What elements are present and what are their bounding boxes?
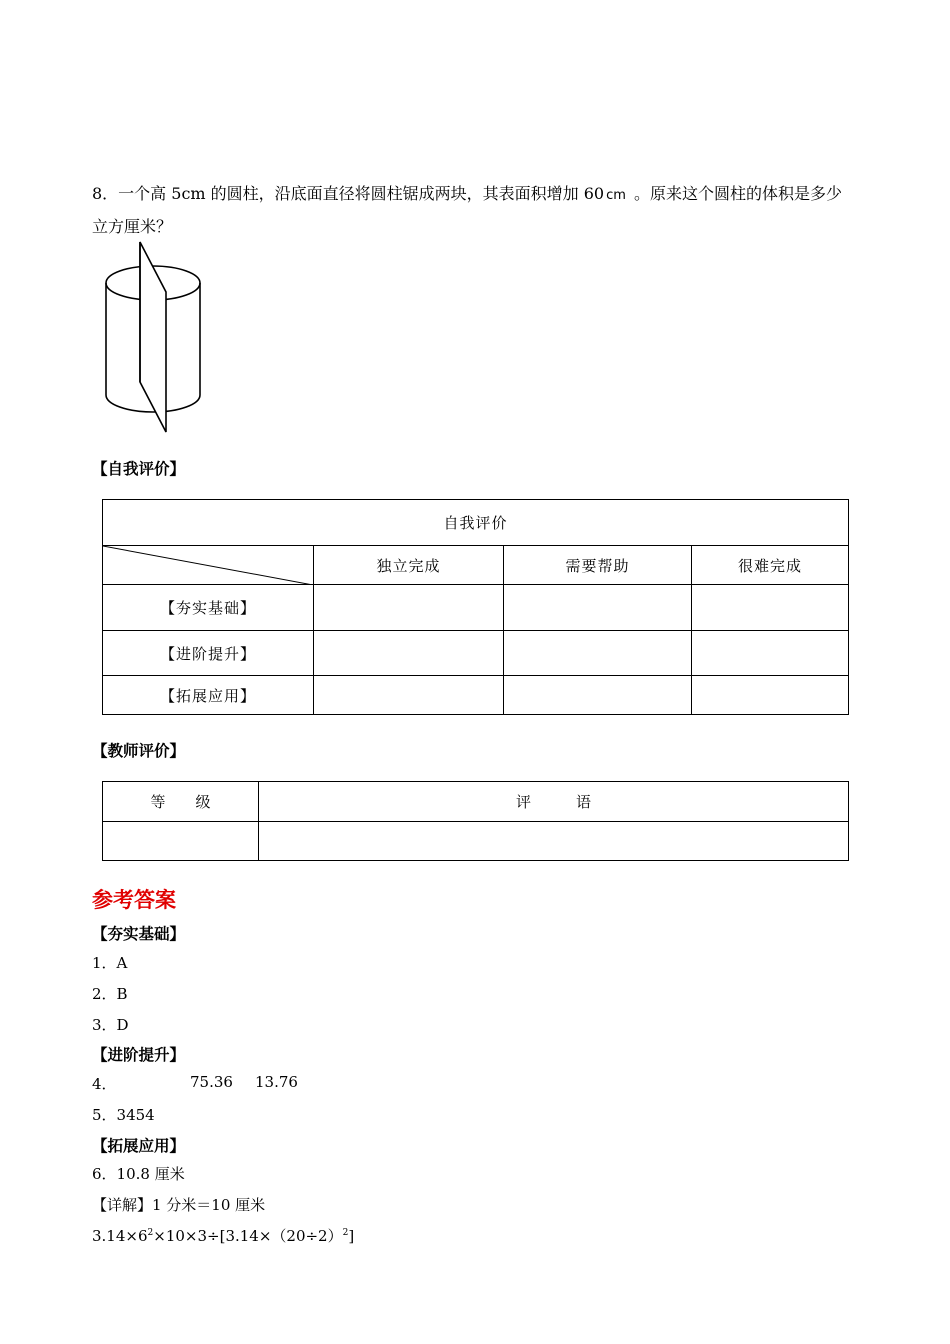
row-application: 【拓展应用】 — [103, 676, 314, 715]
comment-label: 评 语 — [259, 782, 849, 822]
teacher-eval-table — [102, 781, 849, 861]
self-eval-table — [102, 499, 849, 715]
answer-4-number: 4． — [92, 1075, 117, 1093]
answer-formula — [92, 1225, 354, 1246]
answer-2: 2．B — [92, 985, 128, 1003]
cell — [504, 631, 692, 676]
cutting-plane — [140, 242, 166, 432]
col-need-help: 需要帮助 — [504, 546, 692, 585]
row-basic: 【夯实基础】 — [103, 585, 314, 631]
question-text: 8．一个高 5cm 的圆柱，沿底面直径将圆柱锯成两块，其表面积增加 60 — [92, 184, 605, 203]
cylinder-figure — [100, 240, 210, 440]
formula-part-c: ] — [348, 1227, 355, 1245]
formula-sup-1: 2 — [147, 1228, 154, 1238]
cell — [314, 585, 504, 631]
question-line-1 — [92, 181, 842, 204]
cell — [504, 585, 692, 631]
answer-sec-basic: 【夯实基础】 — [92, 925, 186, 943]
row-advanced: 【进阶提升】 — [103, 631, 314, 676]
cell — [692, 631, 849, 676]
answer-5: 5．3454 — [92, 1106, 155, 1124]
comment-cell — [259, 822, 849, 861]
unit-text: cm — [606, 188, 626, 203]
answer-4-value-1: 75.36 — [190, 1073, 233, 1091]
formula-part-a: 3.14×6 — [92, 1227, 148, 1245]
diagonal-cell — [103, 546, 314, 585]
question-line-2: 立方厘米？ — [92, 217, 173, 236]
answer-1: 1．A — [92, 954, 128, 972]
teacher-eval-heading: 【教师评价】 — [92, 742, 186, 760]
cell — [314, 631, 504, 676]
cell — [314, 676, 504, 715]
answer-detail: 【详解】1 分米＝10 厘米 — [92, 1196, 266, 1214]
answer-3: 3．D — [92, 1016, 129, 1034]
grade-label: 等 级 — [103, 782, 259, 822]
col-difficult: 很难完成 — [692, 546, 849, 585]
formula-part-b: ×10×3÷[3.14×（20÷2） — [153, 1227, 343, 1245]
answer-4-value-2: 13.76 — [255, 1073, 298, 1091]
cell — [504, 676, 692, 715]
answer-sec-application: 【拓展应用】 — [92, 1137, 186, 1155]
cell — [692, 585, 849, 631]
formula-sup-2: 2 — [342, 1228, 349, 1238]
answer-title: 参考答案 — [92, 887, 176, 912]
cell — [692, 676, 849, 715]
self-eval-heading: 【自我评价】 — [92, 460, 186, 478]
col-independent: 独立完成 — [314, 546, 504, 585]
self-eval-title: 自我评价 — [103, 500, 849, 546]
answer-6: 6．10.8 厘米 — [92, 1165, 185, 1183]
grade-cell — [103, 822, 259, 861]
answer-sec-advanced: 【进阶提升】 — [92, 1046, 186, 1064]
question-tail: 。原来这个圆柱的体积是多少 — [633, 184, 842, 203]
